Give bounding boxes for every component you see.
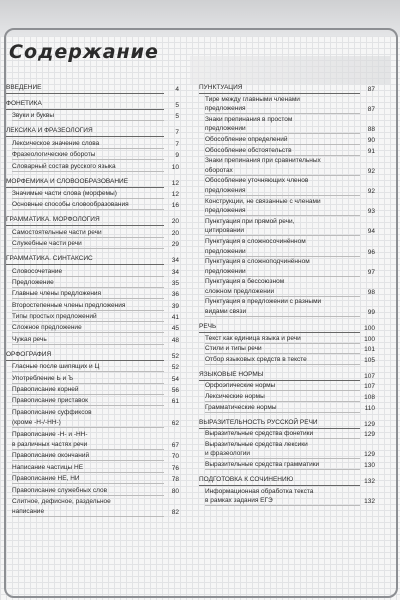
toc-entry-title: Фразеологические обороты [12, 151, 164, 160]
toc-entry-title: в рамках задания ЕГЭ [205, 497, 360, 506]
toc-entry [6, 508, 179, 517]
toc-entry [199, 207, 375, 216]
toc-entry-title: Служебные части речи [12, 240, 164, 249]
toc-page-number: 108 [364, 394, 375, 402]
toc-entry [199, 356, 375, 365]
toc-entry [199, 335, 375, 344]
toc-entry [6, 112, 179, 121]
toc-page-number: 80 [171, 487, 179, 495]
toc-entry-title: Текст как единица языка и речи [205, 335, 360, 344]
toc-entry-title: Правописание НЕ, НИ [12, 475, 164, 484]
toc-entry [6, 363, 179, 372]
toc-entry [199, 461, 375, 470]
toc-entry-title: Обособление обстоятельств [205, 147, 360, 156]
toc-page-number: 62 [171, 420, 179, 428]
toc-page-number: 91 [367, 147, 375, 155]
toc-page-number: 90 [367, 136, 375, 144]
toc-page-number: 48 [171, 336, 179, 344]
toc-entry [6, 290, 179, 299]
toc-entry-title: ФОНЕТИКА [6, 100, 164, 110]
toc-section-heading [199, 371, 375, 381]
toc-page-number: 97 [367, 268, 375, 276]
toc-entry-title: Пунктуация в предложении с разными [205, 298, 322, 306]
toc-entry [6, 487, 179, 496]
toc-entry-title: Словосочетание [12, 268, 164, 277]
toc-entry-title: Предложение [12, 279, 164, 288]
toc-page-number: 110 [364, 404, 375, 412]
toc-entry [199, 404, 375, 413]
toc-entry [6, 386, 179, 395]
toc-page-number: 76 [171, 464, 179, 472]
toc-entry-title: (кроме -Н-/-НН-) [12, 419, 164, 428]
toc-section-heading [6, 127, 179, 137]
toc-entry-title: Типы простых предложений [12, 313, 164, 322]
toc-entry-title: ЯЗЫКОВЫЕ НОРМЫ [199, 371, 360, 381]
toc-entry-title: ГРАММАТИКА. МОРФОЛОГИЯ [6, 216, 164, 226]
toc-section-heading [199, 84, 375, 94]
toc-entry-title: в различных частях речи [12, 441, 164, 450]
toc-page-number: 88 [367, 126, 375, 134]
toc-entry [6, 498, 179, 506]
toc-entry-title: Правописание суффиксов [12, 408, 92, 416]
toc-entry-title: Обособление определений [205, 136, 360, 145]
toc-section-heading [6, 100, 179, 110]
toc-entry [6, 375, 179, 384]
toc-entry [199, 345, 375, 354]
toc-entry-title: написание [12, 508, 164, 517]
toc-entry-title: Второстепенные члены предложения [12, 302, 164, 311]
toc-page-number: 82 [171, 509, 179, 517]
toc-entry-title: Сложное предложение [12, 324, 164, 333]
toc-page-number: 129 [364, 451, 375, 459]
toc-page-number: 100 [364, 335, 375, 343]
toc-entry [199, 157, 375, 165]
toc-entry-title: Чужая речь [12, 336, 164, 345]
toc-entry-title: Обособление уточняющих членов [205, 177, 309, 185]
toc-page-number: 12 [171, 190, 179, 198]
toc-page-number: 129 [364, 431, 375, 439]
toc-page-number: 16 [171, 202, 179, 210]
toc-entry-title: Правописание корней [12, 386, 164, 395]
toc-page-number: 130 [364, 462, 375, 469]
toc-page-number: 56 [171, 387, 179, 395]
toc-page-number: 52 [171, 364, 179, 372]
toc-page-number: 100 [364, 325, 375, 333]
toc-page-number: 7 [175, 129, 179, 137]
toc-entry-title: ПОДГОТОВКА К СОЧИНЕНИЮ [199, 476, 360, 486]
toc-entry [199, 167, 375, 176]
toc-entry-title: Написание частицы НЕ [12, 464, 164, 473]
toc-entry-title: Звуки и буквы [12, 112, 164, 121]
toc-entry [6, 336, 179, 345]
toc-entry-title: Стили и типы речи [205, 345, 360, 354]
toc-entry-title: Конструкции, не связанные с членами [205, 197, 321, 205]
toc-entry-title: Информационная обработка текста [205, 487, 314, 495]
toc-page-number: 4 [175, 86, 179, 93]
toc-entry-title: Словарный состав русского языка [12, 163, 164, 172]
toc-entry-title: оборотах [205, 167, 360, 176]
toc-entry [6, 464, 179, 473]
toc-entry-title: сложном предложении [205, 288, 360, 297]
toc-entry-title: Лексическое значение слова [12, 140, 164, 149]
toc-page-number: 5 [175, 102, 179, 109]
toc-page-number: 61 [171, 398, 179, 406]
toc-page-number: 52 [171, 352, 179, 360]
toc-page-number: 129 [364, 420, 375, 428]
toc-page-number: 29 [171, 241, 179, 249]
toc-entry [6, 229, 179, 238]
toc-entry [199, 488, 375, 496]
toc-page-number: 107 [364, 372, 375, 380]
toc-entry [199, 187, 375, 196]
toc-entry-title: предложения [205, 207, 360, 216]
toc-entry [6, 190, 179, 199]
toc-entry-title: Знаки препинания в простом [205, 115, 293, 123]
toc-entry [199, 441, 375, 449]
toc-entry [199, 278, 375, 286]
toc-entry-title: ГРАММАТИКА. СИНТАКСИС [6, 255, 164, 265]
toc-entry [199, 218, 375, 226]
toc-section-heading [199, 476, 375, 486]
toc-entry [199, 147, 375, 156]
toc-entry-title: ПУНКТУАЦИЯ [199, 84, 360, 94]
toc-page-number: 96 [367, 248, 375, 256]
toc-entry [199, 268, 375, 277]
toc-page-number: 78 [171, 476, 179, 484]
toc-entry [199, 382, 375, 391]
toc-entry-title: Выразительные средства грамматики [205, 461, 360, 470]
toc-entry [6, 201, 179, 210]
toc-entry [6, 313, 179, 322]
toc-entry [199, 248, 375, 257]
toc-page-number: 7 [175, 140, 179, 148]
toc-left-column [6, 84, 179, 517]
toc-page-number: 87 [367, 106, 375, 114]
toc-entry [199, 105, 375, 114]
toc-entry-title: Главные члены предложения [12, 290, 164, 299]
toc-entry [6, 441, 179, 450]
toc-section-heading [6, 255, 179, 265]
toc-page-number: 105 [364, 356, 375, 364]
toc-section-heading [6, 351, 179, 361]
toc-entry-title: Тире между главными членами [205, 95, 300, 103]
toc-entry-title: Самостоятельные части речи [12, 229, 164, 238]
toc-page-number: 10 [171, 163, 179, 171]
toc-entry [199, 258, 375, 266]
toc-entry-title: Правописание приставок [12, 397, 164, 406]
toc-entry [199, 450, 375, 459]
toc-section-heading [199, 419, 375, 429]
toc-entry-title: Правописание служебных слов [12, 487, 164, 496]
toc-entry-title: Выразительные средства фонетики [205, 430, 360, 439]
toc-entry [199, 497, 375, 506]
toc-entry-title: РЕЧЬ [199, 323, 360, 333]
toc-entry-title: Слитное, дефисное, раздельное [12, 497, 111, 505]
toc-entry [6, 163, 179, 172]
toc-page-number: 98 [367, 288, 375, 296]
toc-entry-title: Гласные после шипящих и Ц [12, 363, 164, 372]
toc-entry-title: Выразительные средства лексики [205, 440, 308, 448]
toc-entry [6, 268, 179, 277]
toc-entry-title: Отбор языковых средств в тексте [205, 356, 360, 365]
toc-right-column [199, 84, 375, 506]
toc-entry [199, 308, 375, 317]
toc-entry-title: Правописание -Н- и -НН- [12, 430, 88, 438]
toc-section-heading [199, 323, 375, 333]
toc-page-number: 39 [171, 302, 179, 310]
toc-entry-title: и фразеологии [205, 450, 360, 459]
toc-entry [6, 302, 179, 311]
toc-page-number: 93 [367, 208, 375, 216]
toc-entry-title: Основные способы словообразования [12, 201, 164, 210]
toc-entry [199, 177, 375, 185]
toc-entry [199, 298, 375, 306]
toc-entry [199, 136, 375, 145]
toc-page-number: 94 [367, 228, 375, 236]
toc-page-number: 34 [171, 257, 179, 265]
toc-page-number: 45 [171, 325, 179, 333]
toc-entry-title: Лексические нормы [205, 393, 360, 402]
toc-page-number: 9 [175, 152, 179, 160]
toc-entry-title: видами связи [205, 308, 360, 317]
toc-entry-title: предложения [205, 105, 360, 114]
toc-entry [199, 227, 375, 236]
toc-page-number: 132 [364, 498, 375, 506]
toc-page-number: 20 [171, 218, 179, 226]
toc-entry-title: ОРФОГРАФИЯ [6, 351, 164, 361]
toc-entry [199, 116, 375, 124]
toc-entry-title: предложении [205, 125, 360, 134]
toc-entry [6, 151, 179, 160]
toc-entry [199, 288, 375, 297]
toc-entry-title: Значимые части слова (морфемы) [12, 190, 164, 199]
toc-entry [199, 125, 375, 134]
toc-entry-title: предложении [205, 268, 360, 277]
page-title: Содержание [9, 41, 159, 63]
toc-page-number: 92 [367, 187, 375, 195]
toc-entry [6, 140, 179, 149]
toc-entry [199, 198, 375, 206]
toc-page-number: 34 [171, 268, 179, 276]
toc-page-number: 36 [171, 291, 179, 299]
toc-entry-title: Орфоэпические нормы [205, 382, 360, 391]
toc-page-number: 92 [367, 167, 375, 175]
toc-page-number: 70 [171, 453, 179, 461]
toc-entry [199, 238, 375, 246]
toc-entry-title: МОРФЕМИКА И СЛОВООБРАЗОВАНИЕ [6, 178, 164, 188]
toc-entry [199, 393, 375, 402]
toc-entry-title: Пунктуация в бессоюзном [205, 278, 285, 286]
toc-entry [6, 409, 179, 417]
toc-entry-title: предложении [205, 248, 360, 257]
toc-entry [6, 279, 179, 288]
toc-page-number: 35 [171, 279, 179, 287]
toc-section-heading [6, 216, 179, 226]
toc-entry-title: Пунктуация при прямой речи, [205, 217, 295, 225]
toc-entry-title: цитировании [205, 227, 360, 236]
toc-entry-title: ЛЕКСИКА И ФРАЗЕОЛОГИЯ [6, 127, 164, 137]
toc-page-number: 20 [171, 229, 179, 237]
toc-entry [6, 431, 179, 439]
toc-entry [199, 430, 375, 439]
toc-entry [6, 452, 179, 461]
toc-entry [199, 96, 375, 104]
toc-entry-title: Пунктуация в сложносочинённом [205, 237, 306, 245]
toc-page-number: 132 [364, 478, 375, 485]
toc-entry-title: предложения [205, 187, 360, 196]
toc-page-number: 41 [171, 314, 179, 322]
toc-page-number: 5 [175, 113, 179, 121]
toc-entry-title: Употребление Ь и Ъ [12, 375, 164, 384]
toc-entry [6, 419, 179, 428]
toc-entry [6, 475, 179, 484]
toc-page-number: 67 [171, 441, 179, 449]
toc-page-number: 107 [364, 383, 375, 391]
toc-entry [6, 324, 179, 333]
toc-entry-title: ВВЕДЕНИЕ [6, 84, 164, 94]
toc-entry-title: Правописание окончаний [12, 452, 164, 461]
toc-page-number: 12 [171, 179, 179, 187]
toc-page-number: 87 [367, 86, 375, 93]
toc-entry [6, 397, 179, 406]
toc-entry-title: Грамматические нормы [205, 404, 360, 413]
toc-page-number: 54 [171, 375, 179, 383]
toc-section-heading [6, 84, 179, 94]
toc-entry-title: Знаки препинания при сравнительных [205, 157, 321, 165]
toc-entry-title: Пунктуация в сложноподчинённом [205, 258, 310, 266]
toc-section-heading [6, 178, 179, 188]
toc-page-number: 101 [364, 346, 375, 354]
toc-page-number: 99 [367, 309, 375, 317]
toc-entry [6, 240, 179, 249]
toc-entry-title: ВЫРАЗИТЕЛЬНОСТЬ РУССКОЙ РЕЧИ [199, 419, 360, 429]
